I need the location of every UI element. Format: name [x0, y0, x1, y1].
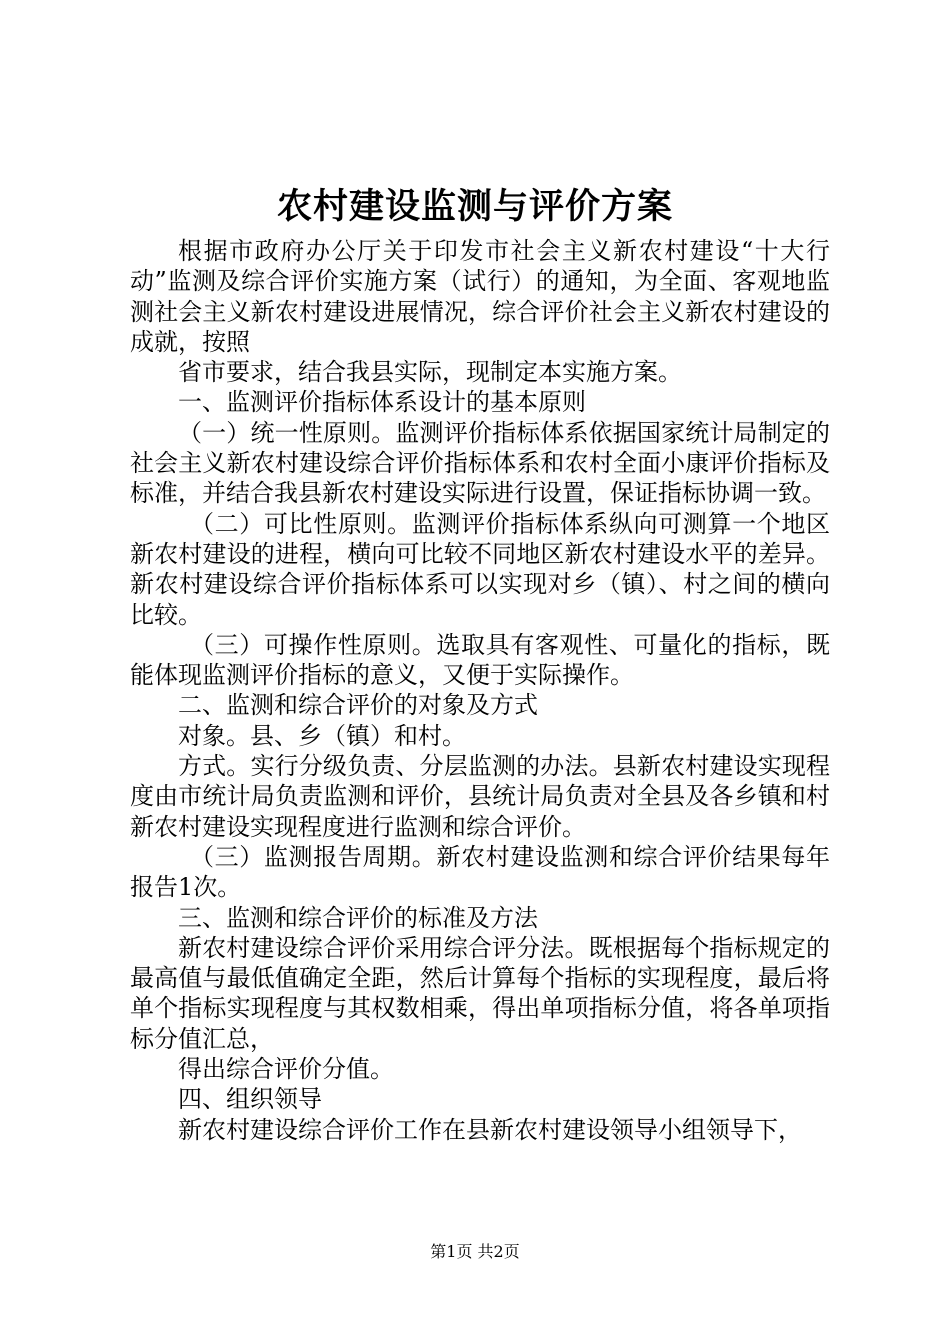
page-footer: 第1页 共2页: [430, 1242, 520, 1261]
section-heading-4: 四、组织领导: [178, 1085, 322, 1114]
paragraph-intro-cont: 省市要求，结合我县实际，现制定本实施方案。: [178, 358, 682, 387]
paragraph-methods: 方式。实行分级负责、分层监测的办法。县新农村建设实现程度由市统计局负责监测和评价，县统计局负责对全县及各乡镇和村新农村建设实现程度进行监测和综合评价。: [130, 752, 830, 841]
paragraph-report-cycle: （三）监测报告周期。新农村建设监测和综合评价结果每年报告1次。: [130, 842, 830, 902]
section-heading-2: 二、监测和综合评价的对象及方式: [178, 691, 538, 720]
paragraph-scoring: 新农村建设综合评价采用综合评分法。既根据每个指标规定的最高值与最低值确定全距，然后计算每个指标的实现程度，最后将单个指标实现程度与其权数相乘，得出单项指标分值，将各单项指标分值汇总，: [130, 933, 830, 1053]
section-heading-3: 三、监测和综合评价的标准及方法: [178, 903, 538, 932]
paragraph-principle-3: （三）可操作性原则。选取具有客观性、可量化的指标，既能体现监测评价指标的意义，又便于实际操作。: [130, 630, 830, 690]
document-body: [130, 236, 830, 1145]
paragraph-intro: 根据市政府办公厅关于印发市社会主义新农村建设“十大行动”监测及综合评价实施方案（试行）的通知，为全面、客观地监测社会主义新农村建设进展情况，综合评价社会主义新农村建设的成就，按照: [130, 237, 830, 356]
paragraph-principle-2: （二）可比性原则。监测评价指标体系纵向可测算一个地区新农村建设的进程，横向可比较不同地区新农村建设水平的差异。新农村建设综合评价指标体系可以实现对乡（镇）、村之间的横向比较。: [130, 509, 830, 629]
paragraph-scoring-cont: 得出综合评价分值。: [178, 1055, 394, 1084]
document-title: 农村建设监测与评价方案: [276, 186, 673, 227]
paragraph-objects: 对象。县、乡（镇）和村。: [178, 721, 466, 750]
paragraph-principle-1: （一）统一性原则。监测评价指标体系依据国家统计局制定的社会主义新农村建设综合评价指标体系和农村全面小康评价指标及标准，并结合我县新农村建设实际进行设置，保证指标协调一致。: [130, 418, 830, 508]
section-heading-1: 一、监测评价指标体系设计的基本原则: [178, 388, 586, 417]
paragraph-leadership: 新农村建设综合评价工作在县新农村建设领导小组领导下，: [178, 1115, 802, 1144]
